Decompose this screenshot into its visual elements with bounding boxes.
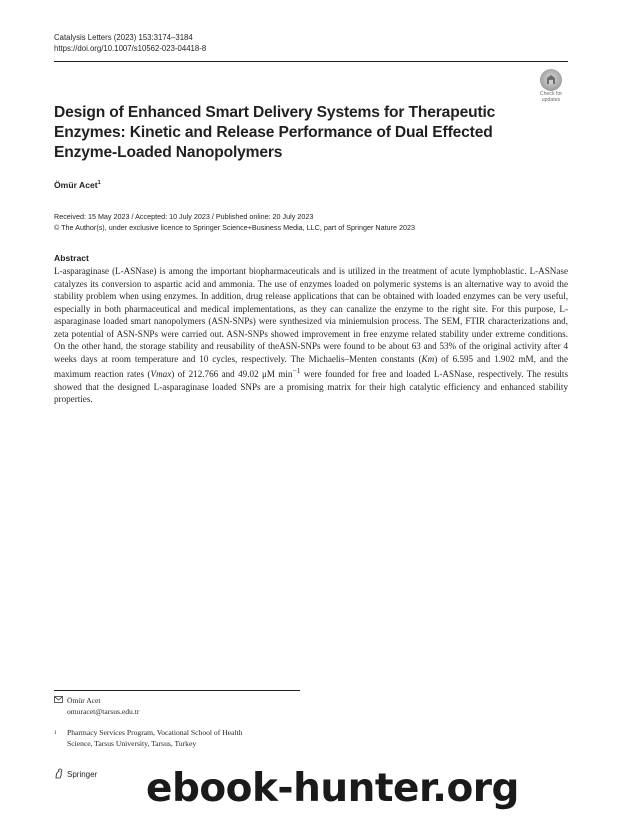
- corresponding-email[interactable]: omuracet@tarsus.edu.tr: [67, 706, 140, 716]
- affiliation-line-2: Science, Tarsus University, Tarsus, Turkey: [67, 738, 197, 748]
- watermark-text: ebook-hunter.org: [146, 766, 519, 811]
- affiliation-line-1: Pharmacy Services Program, Vocational School of Health: [67, 728, 243, 737]
- journal-citation: Catalysis Letters (2023) 153:3174–3184: [54, 33, 193, 42]
- journal-header: [54, 32, 206, 54]
- author-name[interactable]: Ömür Acet: [54, 180, 98, 190]
- springer-horse-icon: [54, 768, 64, 781]
- check-for-updates-badge[interactable]: [535, 69, 567, 104]
- author-line: [54, 180, 101, 190]
- copyright-line: © The Author(s), under exclusive licence to Springer Science+Business Media, LLC, part of Springer Nature 2023: [54, 222, 415, 232]
- exponent: −1: [292, 366, 301, 375]
- dates-line: Received: 15 May 2023 / Accepted: 10 July 2023 / Published online: 20 July 2023: [54, 212, 314, 221]
- article-title: Design of Enhanced Smart Delivery Systems for Therapeutic Enzymes: Kinetic and Release Performance of Dual Effected Enzyme-Loaded Nanopolymers: [54, 104, 496, 162]
- check-for-updates-icon: [540, 69, 562, 91]
- publisher-mark: [54, 768, 97, 781]
- publisher-name: Springer: [67, 770, 98, 779]
- abstract-heading: Abstract: [54, 253, 89, 263]
- check-for-updates-label: Check for updates: [539, 91, 563, 103]
- affiliation-footnote: [54, 728, 277, 749]
- envelope-icon: [54, 696, 67, 707]
- corresponding-author-footnote: [54, 696, 139, 717]
- header-rule: [54, 61, 568, 62]
- corresponding-name: Ömür Acet: [67, 696, 101, 705]
- author-affiliation-mark: 1: [97, 180, 101, 187]
- footnote-rule: [54, 690, 300, 691]
- publication-info: [54, 212, 415, 234]
- doi-link[interactable]: https://doi.org/10.1007/s10562-023-04418-8: [54, 44, 207, 53]
- affiliation-number: 1: [54, 730, 57, 736]
- vmax-symbol: Vmax: [150, 369, 172, 380]
- abstract-body: L-asparaginase (L-ASNase) is among the important biopharmaceuticals and is utilized in the treatment of acute lymphoblastic. L-ASNase catalyzes its conversion to aspartic acid and ammonia. The use of enzymes loaded on polymeric systems is an alternative way to avoid the stability problem when using enzymes. In addition, drug release applications that can be obtained with loaded enzymes can be very useful, especially in both pharmaceutical and medical implementations, as they can canalize the enzyme to the right site. For this purpose, L-asparaginase loaded smart nanopolymers (ASN-SNPs) were synthesized via miniemulsion process. The SEM, FTIR characterizations and, zeta potential of ASN-SNPs were carried out. ASN-SNPs showed improvement in free enzyme related stability under extreme conditions. On the other hand, the storage stability and reusability of theASN-SNPs were found to be about 63 and 53% of the original activity after 4 weeks days at room temperature and 10 cycles, respectively. The Michaelis–Menten constants (Km) of 6.595 and 1.902 mM, and the maximum reaction rates (Vmax) of 212.766 and 49.02 μM $\min^{-1}$ were founded for free and loaded L-ASNase, respectively. The results showed that the designed L-asparaginase loaded SNPs are a promising matrix for their high catalytic efficiency and enhanced stability properties.: [54, 266, 568, 405]
- km-symbol: Km: [421, 353, 435, 364]
